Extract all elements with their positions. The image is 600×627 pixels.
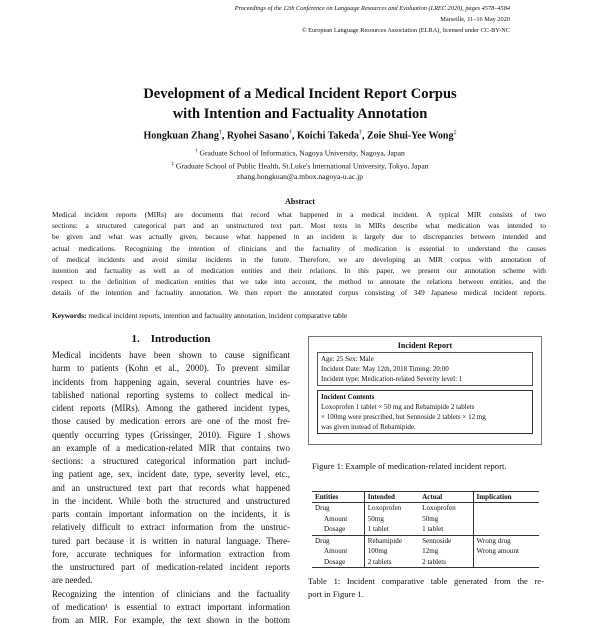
paper-title	[0, 84, 600, 124]
contents-title: Incident Contents	[321, 393, 375, 401]
text-line: sections: a structured categorical information part includ-	[52, 456, 290, 466]
table-cell	[473, 557, 539, 568]
author: Zoie Shui-Yee Wong	[366, 130, 454, 142]
table-cell: Drug	[312, 535, 364, 546]
table-cell: 100mg	[364, 546, 419, 557]
table-cell: Amount	[324, 547, 348, 555]
affiliation-text: Graduate School of Public Health, St.Luke's International University, Tokyo, Japan	[175, 161, 429, 171]
keywords	[52, 311, 347, 320]
text-line: actual medications. Recognizing the intention of clinicians and the factuality of medication is essential to understand the causes	[52, 243, 546, 253]
column-header: Actual	[419, 492, 473, 503]
text-line: quently occurring types (Grissinger, 2010). Figure 1 shows	[52, 429, 290, 440]
text-line: tablished national reporting systems to collect medical in-	[52, 389, 290, 400]
text-line: of medication¹ is essential to extract important information	[52, 601, 290, 612]
text-line: tured part because it is written in natural language. There-	[52, 535, 290, 546]
table-cell: Wrong amount	[473, 546, 539, 557]
title-line-2: with Intention and Factuality Annotation	[172, 106, 428, 122]
text-line: the unstructured part of medication-related incident reports	[52, 562, 290, 572]
text-line: be given and what was actually given, because what happened in an incident is largely due to discrepancies between intended and	[52, 232, 546, 242]
table-cell: 2 tablets	[364, 557, 419, 568]
info-line: Incident Date: May 12th, 2018 Timing: 20:00	[321, 365, 449, 373]
author-list: Hongkuan Zhang†, Ryohei Sasano†, Koichi Takeda†, Zoie Shui-Yee Wong‡	[143, 130, 457, 142]
contents-line: × 100mg were prescribed, but Sennoside 2 tablets × 12 mg	[321, 413, 486, 421]
text-line: ing patient age, sex, incident date, type, severity level, etc.,	[52, 469, 290, 480]
affiliations	[0, 146, 600, 182]
venue-line: Marseille, 11–16 May 2020	[440, 16, 510, 23]
text-line: an example of a medication-related MIR that contains two	[52, 442, 290, 453]
introduction-text	[52, 349, 290, 627]
text-line: sections: a structured categorical part and an unstructured text part. Most texts in MIRs describe what medication was intended to	[52, 221, 546, 231]
text-line: details of the intention and factuality annotation. We then report the annotated corpus consisting of 349 Japanese medical incident reports.	[52, 288, 546, 298]
text-line: from an MIR. For example, the text shown in the bottom	[52, 615, 290, 625]
column-header: Intended	[364, 492, 419, 503]
table-row	[312, 524, 539, 535]
table-row	[312, 503, 539, 514]
table-cell: Loxoprofen	[422, 504, 456, 512]
section-heading-introduction: 1. Introduction	[131, 333, 211, 345]
incident-comparative-table	[312, 491, 539, 568]
text-line: those caused by medication errors are one of the most fre-	[52, 416, 290, 427]
text-line: cident reports (MIRs). Among the gathered incident types,	[52, 403, 290, 413]
table-row	[312, 514, 539, 525]
table-row	[312, 557, 539, 568]
table-cell: 12mg	[422, 547, 439, 555]
table-cell: Drug	[315, 504, 330, 512]
caption-line: port in Figure 1.	[308, 589, 364, 599]
text-line: incidents from happening again, several countries have es-	[52, 376, 290, 387]
abstract-text	[52, 209, 546, 299]
text-line: relatively difficult to extract information from the unstruc-	[52, 522, 290, 533]
column-header: Implication	[473, 492, 539, 503]
info-line: Incident type: Medication-related Severity level: 1	[321, 375, 463, 383]
email[interactable]: zhang.hongkuan@a.mbox.nagoya-u.ac.jp	[236, 172, 364, 182]
table-cell	[473, 524, 539, 535]
text-line: in the incident. While both the structured and unstructured	[52, 495, 290, 506]
text-line: parts contain important information on the incidents, it is	[52, 509, 290, 519]
text-line: of medical incidents and avoid similar incidents in the future. Therefore, we are developing an MIR corpus with annotation of	[52, 254, 546, 264]
text-line: harm to patients (Kohn et al., 2000). To prevent similar	[52, 363, 290, 374]
figure-caption: Figure 1: Example of medication-related incident report.	[312, 461, 507, 471]
affiliation-mark: ‡	[171, 161, 174, 167]
abstract-heading: Abstract	[285, 197, 315, 206]
contents-line: was given instead of Rebamipide.	[321, 423, 416, 431]
affiliation	[0, 159, 600, 172]
column-header: Entities	[312, 492, 364, 503]
contents-line: Loxoprofen 1 tablet × 50 mg and Rebamipide 2 tablets	[321, 403, 475, 411]
table-row	[312, 535, 539, 546]
text-line: and an unstructured text part that records what happened	[52, 482, 290, 493]
author-mark: †	[358, 130, 362, 136]
keywords-label: Keywords:	[52, 311, 87, 320]
table-cell: 1 tablet	[364, 524, 419, 535]
table-cell: Dosage	[324, 525, 346, 533]
keywords-text: medical incident reports, intention and factuality annotation, incident comparative table	[88, 311, 348, 320]
table-cell	[473, 514, 539, 525]
table-caption	[308, 575, 544, 601]
text-line: Recognizing the intention of clinicians and the factuality	[52, 588, 290, 599]
figure-heading: Incident Report	[397, 341, 453, 350]
caption-line: Table 1: Incident comparative table generated from the re-	[308, 576, 544, 586]
affiliation-mark: †	[195, 149, 198, 154]
table-cell: Loxoprofen	[364, 503, 419, 514]
author: Ryohei Sasano	[226, 130, 290, 142]
copyright-line: © European Language Resources Association (ELRA), licensed under CC-BY-NC	[301, 27, 510, 34]
author: Hongkuan Zhang	[143, 130, 219, 142]
table-cell	[473, 503, 539, 514]
text-line: respect to the definition of medication entities that we take into account, the method to annotate the relations between entities, and the	[52, 277, 546, 287]
table-cell: 50mg	[364, 514, 419, 525]
proceedings-line: Proceedings of the 12th Conference on Language Resources and Evaluation (LREC 2020), pages 4578–4584	[234, 5, 510, 12]
author-mark: †	[289, 130, 293, 136]
running-header	[235, 3, 510, 36]
incident-contents-box	[317, 390, 533, 434]
affiliation-text: Graduate School of Informatics, Nagoya University, Nagoya, Japan	[199, 148, 405, 158]
text-line: Medical incidents have been shown to cause significant	[52, 350, 290, 360]
title-line-1: Development of a Medical Incident Report Corpus	[143, 86, 457, 102]
table-cell: Wrong drug	[473, 535, 539, 546]
text-line: Medical incident reports (MIRs) are documents that record what happened in a medical incident. A typical MIR consists of two	[52, 210, 546, 219]
author-mark: ‡	[453, 130, 457, 136]
author: Koichi Takeda	[297, 130, 359, 142]
text-line: are needed.	[52, 575, 93, 586]
table-cell: Sennoside	[419, 535, 473, 546]
author-mark: †	[218, 130, 222, 136]
text-line: intention and factuality as well as of medication entities and their relations. In this paper, we present our annotation scheme with	[52, 266, 546, 276]
structured-info-box	[317, 352, 533, 386]
table-cell: 50mg	[422, 514, 439, 523]
figure-incident-report	[308, 336, 542, 445]
table-cell: Dosage	[312, 557, 364, 568]
table-cell: 1 tablet	[422, 525, 444, 533]
table-cell: Amount	[324, 514, 348, 523]
text-line: fore, accurate techniques for information extraction from	[52, 548, 290, 559]
info-line: Age: 25 Sex: Male	[321, 355, 374, 363]
table-cell: Rebamipide	[364, 535, 419, 546]
table-cell: 2 tablets	[419, 557, 473, 568]
affiliation	[0, 146, 600, 159]
table-row	[312, 546, 539, 557]
